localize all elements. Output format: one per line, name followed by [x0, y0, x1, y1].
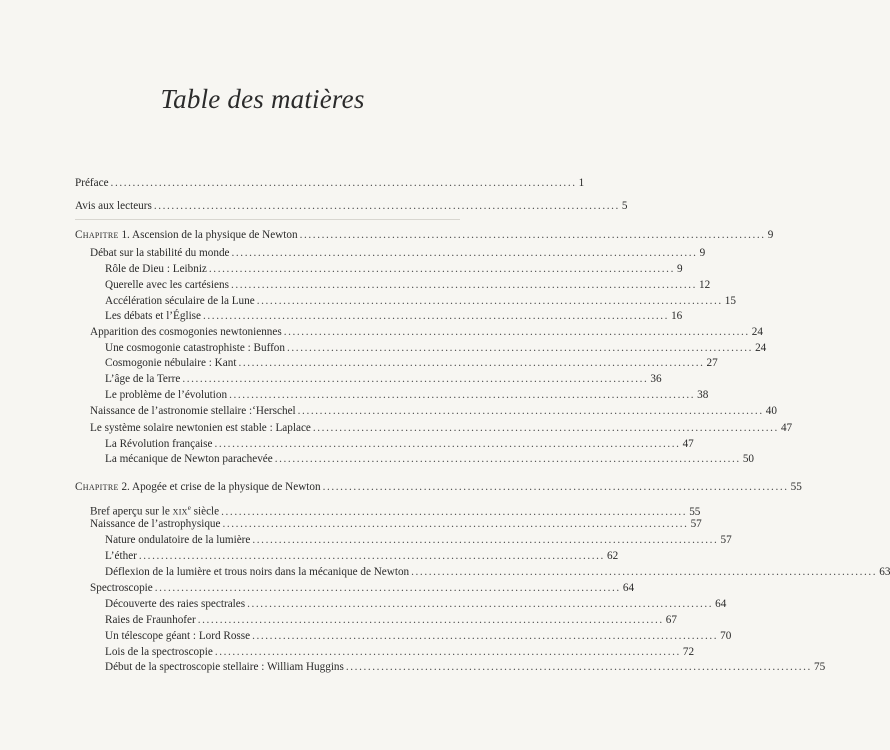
entry-page: 64 — [715, 598, 727, 610]
toc-chapter-1 — [75, 228, 774, 242]
entry-label: Découverte des raies spectrales — [105, 598, 246, 610]
leader-dots: .......................................................................................................... — [230, 279, 698, 291]
toc-entry — [105, 294, 736, 308]
leader-dots: .......................................................................................................... — [231, 247, 698, 259]
entry-page: 75 — [813, 661, 826, 673]
entry-label: Apparition des cosmogonies newtoniennes — [90, 326, 282, 338]
entry-page: 55 — [689, 505, 701, 518]
toc-entry — [105, 533, 732, 547]
entry-page: 57 — [720, 534, 732, 546]
leader-dots: .......................................................................................................... — [322, 481, 789, 493]
leader-dots: .......................................................................................................... — [252, 534, 719, 546]
entry-label: Nature ondulatoire de la lumière — [105, 534, 251, 546]
divider — [75, 219, 460, 220]
entry-label: Une cosmogonie catastrophiste : Buffon — [105, 342, 285, 354]
entry-label: Le système solaire newtonien est stable : Laplace — [90, 422, 311, 434]
page-title: Table des matières — [160, 84, 365, 114]
toc-entry — [105, 549, 619, 563]
leader-dots: .......................................................................................................... — [208, 263, 675, 275]
leader-dots: .......................................................................................................... — [182, 373, 649, 385]
leader-dots: .......................................................................................................... — [214, 438, 681, 450]
entry-label: Avis aux lecteurs — [75, 200, 152, 212]
entry-label: Raies de Fraunhofer — [105, 614, 196, 626]
entry-page: 36 — [650, 373, 662, 385]
entry-page: 63 — [879, 566, 890, 578]
entry-page: 47 — [682, 438, 694, 450]
leader-dots: .......................................................................................................... — [299, 229, 766, 241]
chapter-prefix: Chapitre — [75, 229, 119, 241]
toc-entry — [105, 309, 683, 323]
entry-page: 9 — [767, 229, 774, 241]
leader-dots: .......................................................................................................... — [229, 389, 696, 401]
entry-label: L’éther — [105, 550, 137, 562]
leader-dots: .......................................................................................................... — [197, 614, 664, 626]
leader-dots: .......................................................................................................... — [110, 177, 577, 189]
leader-dots: .......................................................................................................... — [252, 630, 719, 642]
leader-dots: .......................................................................................................... — [214, 646, 681, 658]
toc-entry — [105, 262, 683, 276]
leader-dots: .......................................................................................................... — [238, 357, 705, 369]
leader-dots: .......................................................................................................... — [283, 326, 750, 338]
chapter-prefix: Chapitre — [75, 481, 119, 493]
leader-dots: .......................................................................................................... — [256, 295, 723, 307]
toc-chapter-2 — [75, 480, 802, 494]
entry-label: Naissance de l’astrophysique — [90, 518, 221, 530]
entry-page: 1 — [578, 177, 585, 189]
entry-label — [75, 228, 298, 242]
toc-entry — [90, 517, 702, 531]
leader-dots: .......................................................................................................... — [247, 598, 714, 610]
leader-dots: .......................................................................................................... — [154, 582, 621, 594]
entry-page: 27 — [706, 357, 718, 369]
leader-dots: .......................................................................................................... — [287, 342, 754, 354]
entry-label: Début de la spectroscopie stellaire : William Huggins — [105, 661, 344, 673]
leader-dots: .......................................................................................................... — [203, 310, 670, 322]
toc-entry — [90, 421, 793, 435]
entry-page: 62 — [606, 550, 619, 562]
leader-dots: .......................................................................................................... — [312, 422, 779, 434]
entry-label — [75, 480, 321, 494]
toc-entry — [90, 325, 763, 339]
entry-label: Débat sur la stabilité du monde — [90, 247, 230, 259]
leader-dots: .......................................................................................................... — [138, 550, 605, 562]
leader-dots: .......................................................................................................... — [297, 405, 764, 417]
leader-dots: .......................................................................................................... — [345, 661, 812, 673]
toc-entry — [105, 613, 677, 627]
chapter-title: 1. Ascension de la physique de Newton — [121, 229, 298, 241]
entry-page: 9 — [699, 247, 706, 259]
entry-page: 16 — [671, 310, 683, 322]
entry-label: Rôle de Dieu : Leibniz — [105, 263, 207, 275]
entry-tail: siècle — [190, 505, 220, 518]
entry-page: 5 — [621, 200, 628, 212]
toc-entry — [105, 597, 727, 611]
century-suffix: e — [187, 504, 191, 512]
entry-label: La Révolution française — [105, 438, 213, 450]
entry-label: La mécanique de Newton parachevée — [105, 453, 273, 465]
entry-text: Bref aperçu sur le — [90, 505, 170, 518]
century-numeral: xix — [172, 505, 188, 518]
entry-label: Querelle avec les cartésiens — [105, 279, 229, 291]
entry-page: 55 — [790, 481, 802, 493]
entry-page: 47 — [780, 422, 793, 434]
entry-page: 67 — [665, 614, 677, 626]
entry-page: 72 — [682, 646, 695, 658]
toc-entry-avis — [75, 199, 628, 213]
toc-entry — [105, 388, 709, 402]
entry-page: 50 — [742, 453, 754, 465]
leader-dots: .......................................................................................................... — [411, 566, 878, 578]
chapter-title: 2. Apogée et crise de la physique de Newton — [121, 481, 321, 493]
toc-entry-preface — [75, 176, 585, 190]
entry-label: Déflexion de la lumière et trous noirs dans la mécanique de Newton — [105, 566, 410, 578]
leader-dots: .......................................................................................................... — [222, 518, 689, 530]
entry-page: 38 — [697, 389, 709, 401]
entry-page: 9 — [676, 263, 683, 275]
entry-page: 24 — [751, 326, 763, 338]
entry-page: 57 — [690, 518, 702, 530]
entry-label: Lois de la spectroscopie — [105, 646, 213, 658]
toc-entry — [105, 660, 826, 674]
entry-page: 24 — [755, 342, 767, 354]
leader-dots: .......................................................................................................... — [153, 200, 620, 212]
entry-page: 12 — [699, 279, 711, 291]
toc-entry — [105, 565, 890, 579]
entry-label: Préface — [75, 177, 109, 189]
toc-entry — [105, 437, 694, 451]
leader-dots: .......................................................................................................... — [274, 453, 741, 465]
toc-entry — [90, 404, 777, 418]
toc-entry — [105, 341, 767, 355]
toc-entry — [90, 246, 706, 260]
entry-label: Les débats et l’Église — [105, 310, 201, 322]
toc-entry — [105, 452, 754, 466]
entry-label: L’âge de la Terre — [105, 373, 181, 385]
entry-label: Naissance de l’astronomie stellaire :‘Herschel — [90, 405, 296, 417]
entry-label: Cosmogonie nébulaire : Kant — [105, 357, 237, 369]
toc-entry — [105, 629, 732, 643]
toc-entry — [105, 372, 662, 386]
toc-entry — [90, 581, 635, 595]
entry-page: 70 — [720, 630, 732, 642]
toc-entry — [105, 356, 718, 370]
toc-entry — [105, 645, 695, 659]
entry-page: 40 — [765, 405, 777, 417]
entry-label: Accélération séculaire de la Lune — [105, 295, 255, 307]
entry-label: Spectroscopie — [90, 582, 153, 594]
entry-page: 64 — [622, 582, 635, 594]
entry-label: Le problème de l’évolution — [105, 389, 228, 401]
entry-page: 15 — [724, 295, 736, 307]
entry-label: Un télescope géant : Lord Rosse — [105, 630, 251, 642]
toc-entry — [105, 278, 711, 292]
leader-dots: .......................................................................................................... — [221, 505, 688, 518]
